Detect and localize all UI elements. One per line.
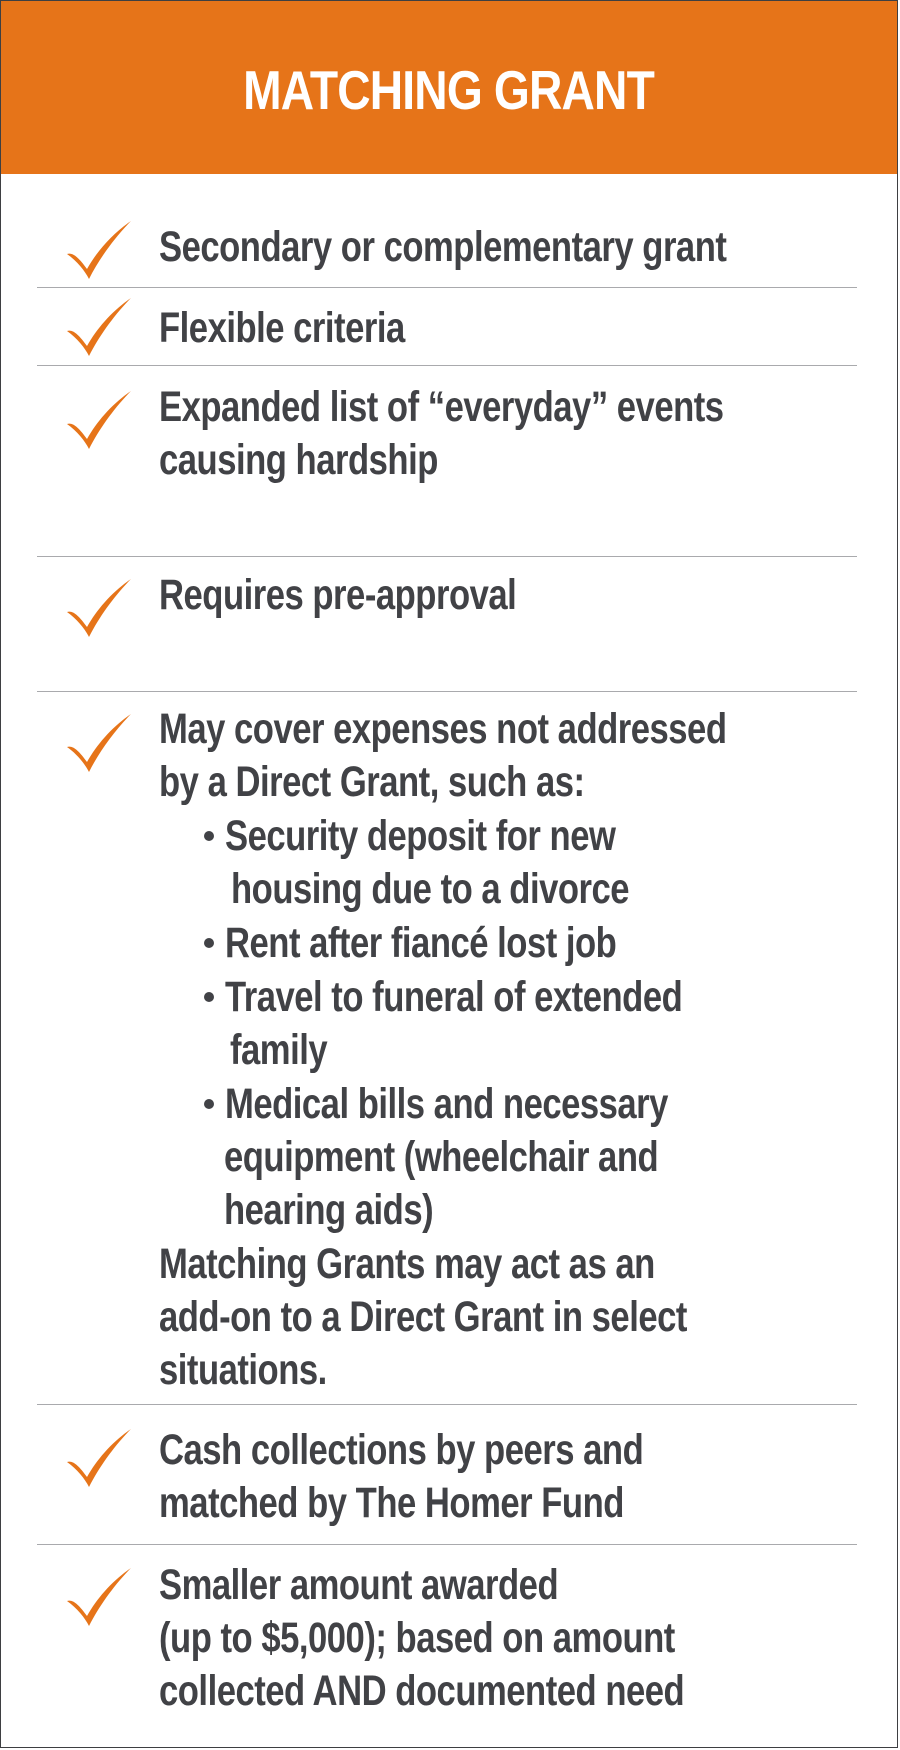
bullet-4-line-2: equipment (wheelchair and [224,1133,659,1181]
checkmark-icon [65,577,133,639]
checkmark-icon [65,1427,133,1489]
checkmark-icon [65,296,133,358]
item-7-text-line-2: (up to $5,000); based on amount [159,1614,675,1662]
divider [37,691,857,692]
checkmark-icon [65,219,133,281]
bullet-4-line-3: hearing aids) [224,1186,434,1234]
item-3-text-line-2: causing hardship [159,436,438,484]
bullet-icon [204,1099,214,1109]
item-4-text: Requires pre-approval [159,571,517,619]
bullet-2-line-1: Rent after fiancé lost job [225,919,617,967]
bullet-3-line-2: family [230,1026,328,1074]
item-6-text-line-2: matched by The Homer Fund [159,1479,624,1527]
item-5-intro-line-2: by a Direct Grant, such as: [159,758,585,806]
checkmark-icon [65,1566,133,1628]
bullet-icon [204,831,214,841]
divider [37,1404,857,1405]
bullet-icon [204,938,214,948]
divider [37,365,857,366]
item-5-intro-line-1: May cover expenses not addressed [159,705,727,753]
bullet-3-line-1: Travel to funeral of extended [225,973,683,1021]
item-2-text: Flexible criteria [159,304,405,352]
bullet-1-line-2: housing due to a divorce [231,865,630,913]
checkmark-icon [65,712,133,774]
bullet-1-line-1: Security deposit for new [225,812,616,860]
item-5-outro-line-1: Matching Grants may act as an [159,1240,655,1288]
divider [37,287,857,288]
bullet-icon [204,992,214,1002]
divider [37,556,857,557]
item-7-text-line-1: Smaller amount awarded [159,1561,559,1609]
item-1-text: Secondary or complementary grant [159,223,727,271]
bullet-4-line-1: Medical bills and necessary [225,1080,668,1128]
item-3-text-line-1: Expanded list of “everyday” events [159,383,724,431]
item-6-text-line-1: Cash collections by peers and [159,1426,644,1474]
item-5-outro-line-2: add-on to a Direct Grant in select [159,1293,687,1341]
divider [37,1544,857,1545]
header-banner [1,1,897,174]
checkmark-icon [65,389,133,451]
item-7-text-line-3: collected AND documented need [159,1667,685,1715]
item-5-outro-line-3: situations. [159,1346,327,1394]
card-title: MATCHING GRANT [243,58,655,121]
